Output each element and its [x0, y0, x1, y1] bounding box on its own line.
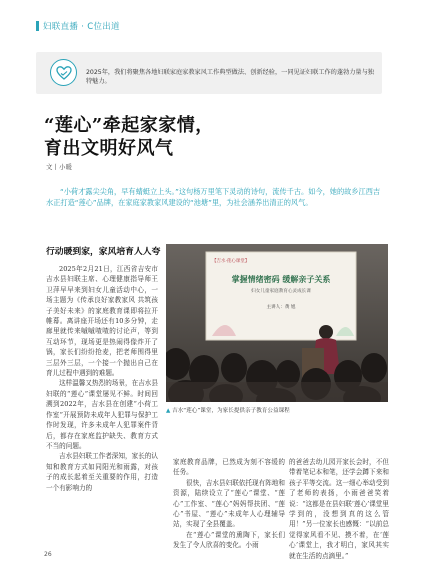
heart-hands-icon	[50, 59, 77, 86]
article-intro: “小荷才露尖尖角，早有蜻蜓立上头。”这句杨万里笔下灵动的诗句，流传千古。如今，她的故乡江西吉水正打造“莲心”品牌，在家庭家教家风建设的“池塘”里，为社会涵养出清正的风气。	[46, 187, 381, 207]
page-number: 26	[44, 551, 52, 558]
paragraph: 很快，吉水县妇联依托现有阵地和资源，陆续设立了“莲心”课堂、“莲心”工作室、“莲心”妈妈帮扶团、“莲心”书屋、“莲心”未成年人心理辅导站，实现了全县覆盖。	[173, 478, 285, 529]
photo-scene	[166, 244, 388, 402]
body-column-right	[289, 457, 389, 561]
photo-caption	[166, 406, 388, 414]
caption-text: 吉水“莲心”课堂，为家长提供亲子教育公益课程	[172, 408, 290, 414]
paragraph: 的爸爸去幼儿园开家长会时，不但带着笔记本和笔，还学会蹲下来和孩子平等交流。这一细心举动受到了老师的表扬，小雨爸爸笑着说：“这都是在县妇联‘莲心’课堂里学到的，没想到真的这么管用！”另一位家长也感慨：“以前总觉得家风看不见、摸不着，在‘莲心’课堂上，我才明白，家风其实就在生活的点滴里。”	[289, 458, 389, 560]
title-line-2: 育出文明好风气	[44, 138, 174, 159]
event-photo	[166, 244, 388, 402]
note-text: 2025年，我们将聚焦各地妇联家庭家教家风工作典型做法、创新经验，一同见证妇联工作的蓬勃力量与独特魅力。	[86, 69, 374, 85]
title-line-1: “莲心”牵起家家情，	[44, 115, 214, 136]
section-header	[36, 20, 120, 32]
paragraph: 吉水县妇联工作者深知，家长的认知和教育方式如同阳光和雨露，对孩子的成长起着至关重要的作用，打造一个有影响力的	[46, 452, 158, 492]
screen-speaker-name: 主讲人：黄 旭	[266, 305, 296, 310]
body-column-left	[46, 264, 158, 493]
body-column-middle	[173, 457, 285, 551]
screen-banner: 【吉水·莲心课堂】	[212, 259, 250, 264]
paragraph: 在“莲心”课堂的熏陶下，家长们发生了令人欣喜的变化。小雨	[173, 530, 285, 550]
paragraph: 2025年2月21日，江西省吉安市吉水县妇联主席、心理健康指导师王卫萍早早来到妇女儿童活动中心，一场主题为《传承良好家教家风 共筑孩子美好未来》的家庭教育课即将拉开帷幕。离讲座开场还有10多分钟，走廊里就传来嘁嘁喳喳的讨论声，等到互动环节，现场更是热闹得像炸开了锅，家长们纷纷抢麦，把老师围得里三层外三层，一个接一个抛出自己在育儿过程中遇到的难题。	[46, 265, 158, 378]
header-label: 妇联直播 · C位出道	[43, 22, 120, 32]
paragraph: 家庭教育品牌，已然成为刻不容缓的任务。	[173, 458, 285, 477]
paragraph: 这样温馨又热烈的场景，在吉水县妇联的“莲心”课堂屡见不鲜。时间回溯到2022年，吉水县在创建“小荷工作室”开展预防未成年人犯罪与保护工作时发现，许多未成年人犯罪案件背后，都存在家庭监护缺失、教育方式不当的问题。	[46, 379, 158, 450]
caption-triangle-icon: ▲	[166, 408, 171, 414]
article-title	[44, 114, 214, 160]
editor-note	[36, 52, 382, 94]
screen-headline: 掌握情绪密码 缓解亲子关系	[231, 274, 331, 284]
header-bar	[36, 21, 39, 31]
author-byline: 文丨小暖	[46, 163, 72, 171]
section-title: 行动暖到家，家风培育人人夸	[46, 247, 161, 257]
screen-subline: 妇女儿童家庭教育心灵成长课	[251, 289, 311, 294]
